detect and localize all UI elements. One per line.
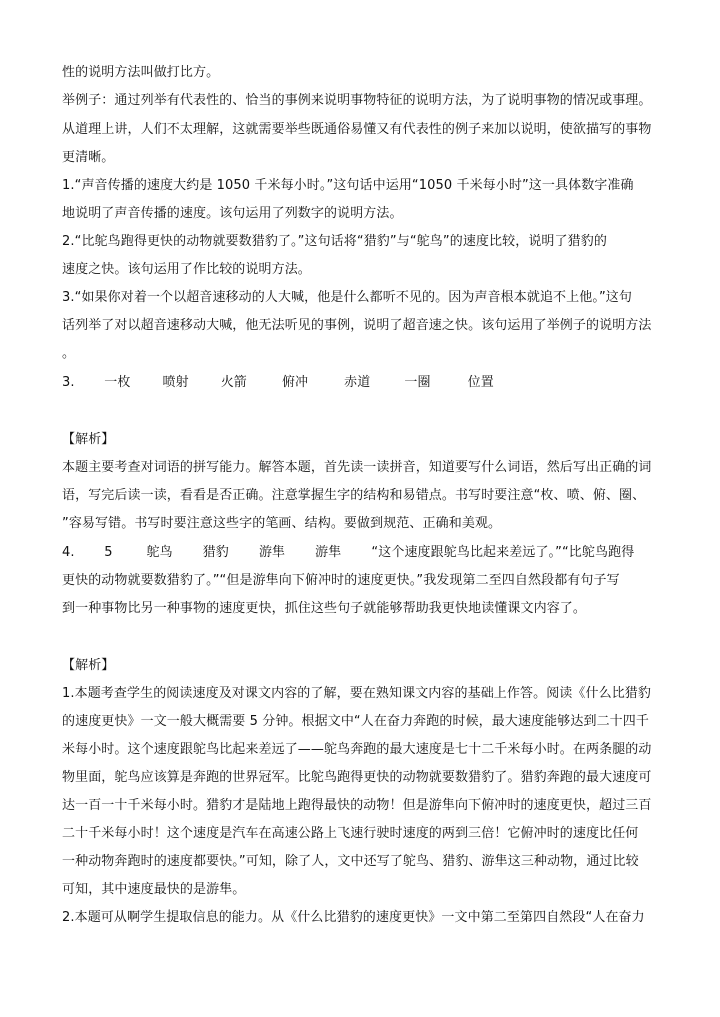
text-line: 。 [62, 346, 76, 361]
answer-word: 位置 [467, 375, 494, 390]
answer-word: 火箭 [220, 375, 247, 390]
answer-word: 赤道 [344, 375, 371, 390]
text-line: 速度之快。该句运用了作比较的说明方法。 [62, 262, 311, 277]
text-line: 更快的动物就要数猎豹了。”“但是游隼向下俯冲时的速度更快。”我发现第二至四自然段都有句子写 [62, 573, 620, 588]
answer-word: 喷射 [162, 375, 189, 390]
answer-word: 一枚 [104, 375, 131, 390]
text-line: 达一百一十千米每小时。猎豹才是陆地上跑得最快的动物！但是游隼向下俯冲时的速度更快，超过三百 [62, 798, 652, 813]
text-line: 举例子：通过列举有代表性的、恰当的事例来说明事物特征的说明方法，为了说明事物的情况或事理。 [62, 93, 652, 108]
text-line: 更清晰。 [62, 150, 115, 165]
analysis-heading: 【解析】 [62, 432, 115, 447]
text-line: 话列举了对以超音速移动大喊，他无法听见的事例，说明了超音速之快。该句运用了举例子的说明方法 [62, 318, 652, 333]
answer-row-3 [62, 374, 662, 392]
answer-row-4 [62, 544, 662, 562]
text-line: 本题主要考查对词语的拼写能力。解答本题，首先读一读拼音，知道要写什么词语，然后写出正确的词 [62, 460, 652, 475]
text-line: 米每小时。这个速度跟鸵鸟比起来差远了——鸵鸟奔跑的最大速度是七十二千米每小时。在两条腿的动 [62, 742, 652, 757]
analysis-heading: 【解析】 [62, 658, 115, 673]
answer-quote: “这个速度跟鸵鸟比起来差远了。”“比鸵鸟跑得 [371, 545, 635, 560]
text-line: 1.本题考查学生的阅读速度及对课文内容的了解，要在熟知课文内容的基础上作答。阅读《什么比猎豹 [62, 686, 652, 701]
text-line: ”容易写错。书写时要注意这些字的笔画、结构。要做到规范、正确和美观。 [62, 516, 502, 531]
question-number: 3. [62, 375, 75, 390]
text-line: 性的说明方法叫做打比方。 [62, 65, 220, 80]
answer-word: 俯冲 [281, 375, 309, 390]
text-line: 2.“比鸵鸟跑得更快的动物就要数猎豹了。”这句话将“猎豹”与“鸵鸟”的速度比较，说明了猎豹的 [62, 234, 607, 249]
answer-word: 游隼 [315, 545, 342, 560]
text-line: 一种动物奔跑时的速度都要快。”可知，除了人，文中还写了鸵鸟、猎豹、游隼这三种动物，通过比较 [62, 854, 639, 869]
text-line: 语，写完后读一读，看看是否正确。注意掌握生字的结构和易错点。书写时要注意“枚、喷、俯、圈、 [62, 488, 646, 503]
answer-word: 鸵鸟 [146, 545, 173, 560]
answer-word: 猎豹 [202, 545, 229, 560]
answer-count: 5 [104, 545, 113, 560]
text-line: 地说明了声音传播的速度。该句运用了列数字的说明方法。 [62, 206, 403, 221]
text-line: 可知，其中速度最快的是游隼。 [62, 882, 246, 897]
answer-word: 游隼 [258, 545, 286, 560]
text-line: 1.“声音传播的速度大约是 1050 千米每小时。”这句话中运用“1050 千米每小时”这一具体数字准确 [62, 178, 634, 193]
text-line: 物里面，鸵鸟应该算是奔跑的世界冠军。比鸵鸟跑得更快的动物就要数猎豹了。猎豹奔跑的最大速度可 [62, 770, 652, 785]
text-line: 2.本题可从啊学生提取信息的能力。从《什么比猎豹的速度更快》一文中第二至第四自然段“人在奋力 [62, 910, 645, 925]
question-number: 4. [62, 545, 75, 560]
text-line: 的速度更快》一文一般大概需要 5 分钟。根据文中“人在奋力奔跑的时候，最大速度能够达到二十四千 [62, 714, 649, 729]
text-line: 到一种事物比另一种事物的速度更快，抓住这些句子就能够帮助我更快地读懂课文内容了。 [62, 601, 587, 616]
answer-word: 一圈 [404, 375, 431, 390]
text-line: 3.“如果你对着一个以超音速移动的人大喊，他是什么都听不见的。因为声音根本就追不上他。”这句 [62, 290, 632, 305]
text-line: 二十千米每小时！这个速度是汽车在高速公路上飞速行驶时速度的两到三倍！它俯冲时的速度比任何 [62, 826, 639, 841]
text-line: 从道理上讲，人们不太理解，这就需要举些既通俗易懂又有代表性的例子来加以说明，使欲描写的事物 [62, 122, 652, 137]
